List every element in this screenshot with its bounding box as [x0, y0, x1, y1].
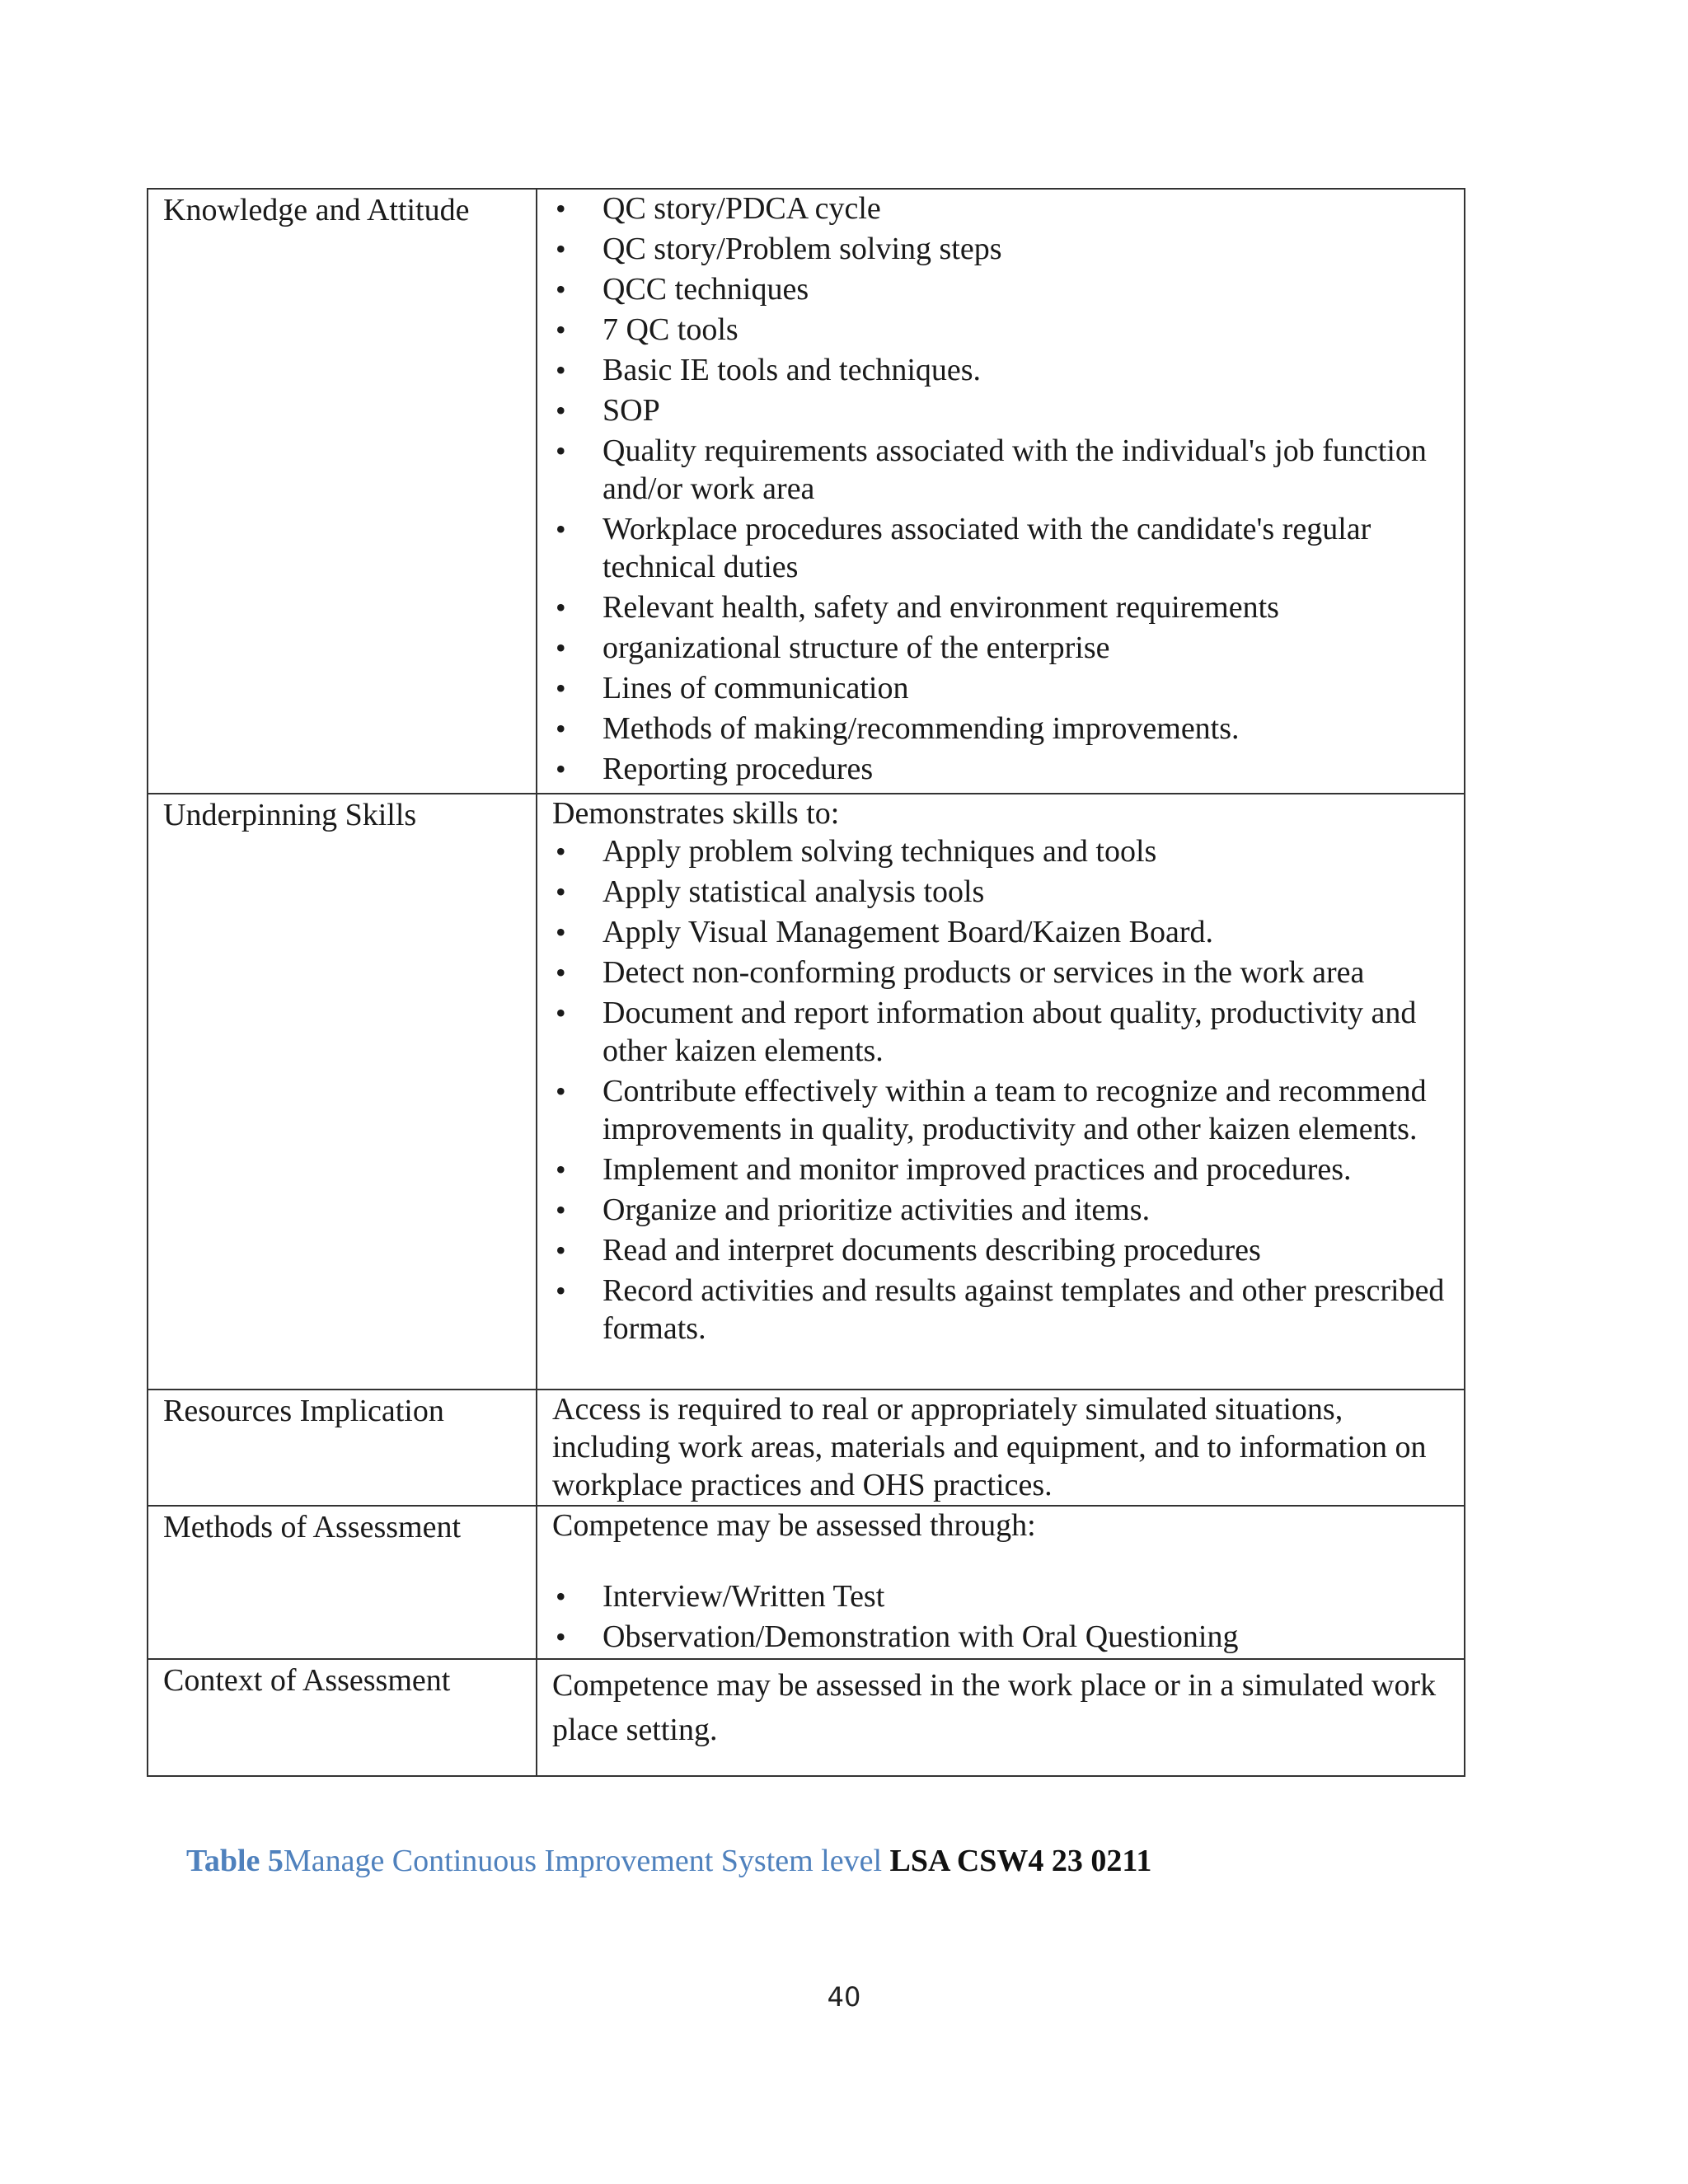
row-content-cell: [537, 1390, 1465, 1506]
caption-label: Table 5: [186, 1844, 284, 1878]
row-intro-text: Competence may be assessed through:: [552, 1508, 1036, 1543]
row-intro-text: Demonstrates skills to:: [552, 796, 840, 831]
row-body-text: Competence may be assessed in the work place or in a simulated work place setting.: [552, 1668, 1437, 1747]
row-content-cell: [537, 1506, 1465, 1659]
list-item: • Record activities and results against templates and other prescribed formats.: [552, 1272, 1464, 1347]
list-item: • Relevant health, safety and environment requirements: [552, 588, 1464, 626]
row-label-cell: [148, 1506, 537, 1659]
bullet-list: [552, 190, 1464, 788]
table-row: [148, 1659, 1465, 1776]
row-content-cell: [537, 794, 1465, 1390]
list-item: • Contribute effectively within a team to recognize and recommend improvements in quality, productivity and other kaizen elements.: [552, 1072, 1464, 1148]
row-label: Context of Assessment: [163, 1663, 451, 1698]
row-label: Resources Implication: [163, 1394, 444, 1428]
list-item: • Lines of communication: [552, 669, 1464, 707]
row-content-cell: [537, 189, 1465, 794]
list-item: • Implement and monitor improved practices and procedures.: [552, 1151, 1464, 1188]
bullet-list: [552, 1577, 1464, 1656]
row-label-cell: [148, 1390, 537, 1506]
row-body-text: Access is required to real or appropriately simulated situations, including work areas, materials and equipment, and to information on workplace practices and OHS practices.: [552, 1392, 1427, 1502]
list-item: • Apply problem solving techniques and tools: [552, 832, 1464, 870]
list-item: • Reporting procedures: [552, 750, 1464, 788]
list-item: • Read and interpret documents describing procedures: [552, 1231, 1464, 1269]
table-caption: [186, 1841, 1151, 1881]
list-item: • Detect non-conforming products or services in the work area: [552, 954, 1464, 991]
table-row: [148, 1390, 1465, 1506]
table-row: [148, 1506, 1465, 1659]
caption-title: Manage Continuous Improvement System level: [283, 1844, 890, 1878]
list-item: • Methods of making/recommending improvements.: [552, 710, 1464, 748]
list-item: • Workplace procedures associated with the candidate's regular technical duties: [552, 510, 1464, 586]
page-number: 40: [827, 1981, 861, 2013]
row-label-cell: [148, 1659, 537, 1776]
list-item: • Organize and prioritize activities and items.: [552, 1191, 1464, 1229]
row-label: Knowledge and Attitude: [163, 193, 470, 227]
list-item: • Interview/Written Test: [552, 1577, 1464, 1615]
row-label-cell: [148, 794, 537, 1390]
list-item: • 7 QC tools: [552, 311, 1464, 349]
table-row: [148, 794, 1465, 1390]
list-item: • Apply statistical analysis tools: [552, 873, 1464, 911]
list-item: • Quality requirements associated with the individual's job function and/or work area: [552, 432, 1464, 508]
list-item: • Apply Visual Management Board/Kaizen Board.: [552, 913, 1464, 951]
row-label: Underpinning Skills: [163, 798, 417, 832]
caption-code: LSA CSW4 23 0211: [889, 1844, 1152, 1878]
list-item: • QCC techniques: [552, 270, 1464, 308]
list-item: • SOP: [552, 391, 1464, 429]
list-item: • Basic IE tools and techniques.: [552, 351, 1464, 389]
list-item: • Observation/Demonstration with Oral Questioning: [552, 1618, 1464, 1656]
blank-line: [552, 1544, 1464, 1577]
row-content-cell: [537, 1659, 1465, 1776]
list-item: • QC story/PDCA cycle: [552, 190, 1464, 227]
list-item: • QC story/Problem solving steps: [552, 230, 1464, 268]
row-label: Methods of Assessment: [163, 1510, 461, 1544]
table-row: [148, 189, 1465, 794]
row-label-cell: [148, 189, 537, 794]
competency-table: [147, 188, 1465, 1777]
list-item: • organizational structure of the enterprise: [552, 629, 1464, 667]
bullet-list: [552, 832, 1464, 1347]
list-item: • Document and report information about quality, productivity and other kaizen elements.: [552, 994, 1464, 1070]
